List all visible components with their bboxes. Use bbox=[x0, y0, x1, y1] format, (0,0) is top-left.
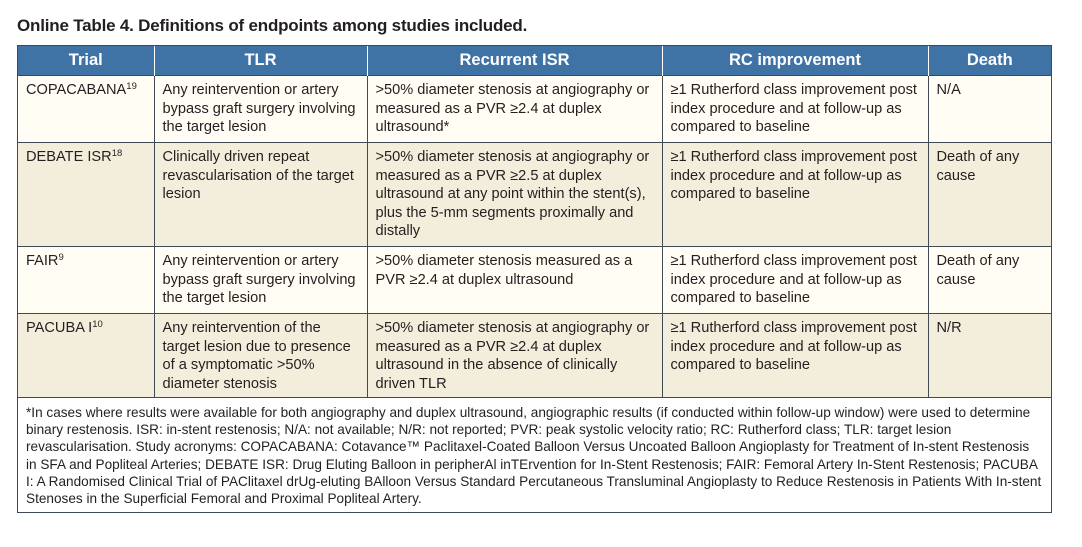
trial-cell bbox=[18, 314, 154, 398]
death-cell: Death of any cause bbox=[928, 143, 1051, 247]
rc-cell: ≥1 Rutherford class improvement post index procedure and at follow-up as compared to baseline bbox=[662, 143, 928, 247]
isr-cell: >50% diameter stenosis at angiography or measured as a PVR ≥2.5 at duplex ultrasound at any point within the stent(s), plus the 5-mm segments proximally and distally bbox=[367, 143, 662, 247]
table-row bbox=[18, 314, 1051, 398]
reference-number: 10 bbox=[92, 319, 103, 330]
endpoints-table bbox=[17, 45, 1052, 513]
trial-cell bbox=[18, 247, 154, 314]
trial-name: COPACABANA bbox=[26, 82, 127, 98]
isr-cell: >50% diameter stenosis measured as a PVR ≥2.4 at duplex ultrasound bbox=[367, 247, 662, 314]
column-header-tlr: TLR bbox=[154, 46, 367, 76]
trial-name: FAIR bbox=[26, 253, 59, 269]
rc-cell: ≥1 Rutherford class improvement post index procedure and at follow-up as compared to baseline bbox=[662, 247, 928, 314]
death-cell: Death of any cause bbox=[928, 247, 1051, 314]
column-header-recurrent-isr: Recurrent ISR bbox=[367, 46, 662, 76]
death-cell: N/R bbox=[928, 314, 1051, 398]
trial-cell bbox=[18, 76, 154, 143]
table-row bbox=[18, 76, 1051, 143]
reference-number: 9 bbox=[58, 252, 64, 263]
rc-cell: ≥1 Rutherford class improvement post index procedure and at follow-up as compared to baseline bbox=[662, 314, 928, 398]
trial-cell bbox=[18, 143, 154, 247]
tlr-cell: Clinically driven repeat revascularisation of the target lesion bbox=[154, 143, 367, 247]
tlr-cell: Any reintervention or artery bypass graft surgery involving the target lesion bbox=[154, 247, 367, 314]
table-row bbox=[18, 247, 1051, 314]
table-title: Online Table 4. Definitions of endpoints among studies included. bbox=[17, 16, 528, 35]
rc-cell: ≥1 Rutherford class improvement post index procedure and at follow-up as compared to baseline bbox=[662, 76, 928, 143]
isr-cell: >50% diameter stenosis at angiography or measured as a PVR ≥2.4 at duplex ultrasound in the absence of clinically driven TLR bbox=[367, 314, 662, 398]
reference-number: 19 bbox=[126, 81, 137, 92]
table-row bbox=[18, 143, 1051, 247]
column-header-death: Death bbox=[928, 46, 1051, 76]
column-header-rc-improvement: RC improvement bbox=[662, 46, 928, 76]
death-cell: N/A bbox=[928, 76, 1051, 143]
reference-number: 18 bbox=[111, 148, 123, 159]
column-header-trial: Trial bbox=[18, 46, 154, 76]
trial-name: PACUBA I bbox=[26, 320, 93, 336]
trial-name: DEBATE ISR bbox=[26, 149, 112, 165]
isr-cell: >50% diameter stenosis at angiography or measured as a PVR ≥2.4 at duplex ultrasound* bbox=[367, 76, 662, 143]
tlr-cell: Any reintervention of the target lesion due to presence of a symptomatic >50% diameter stenosis bbox=[154, 314, 367, 398]
header-row bbox=[18, 46, 1051, 76]
tlr-cell: Any reintervention or artery bypass graft surgery involving the target lesion bbox=[154, 76, 367, 143]
table-footnote: *In cases where results were available for both angiography and duplex ultrasound, angiographic results (if conducted within follow-up window) were used to determine binary restenosis. ISR: in-stent restenosis; N/A: not available; N/R: not reported; PVR: peak systolic velocity ratio; RC: Rutherford class; TLR: target lesion revascularisation. Study acronyms: COPACABANA: Cotavance™ Paclitaxel-Coated Balloon Versus Uncoated Balloon Angioplasty for Treatment of In-stent Restenosis in SFA and Popliteal Arteries; DEBATE ISR: Drug Eluting Balloon in peripherAl inTErvention for In-Stent Restenosis; FAIR: Femoral Artery In-Stent Restenosis; PACUBA I: A Randomised Clinical Trial of PAClitaxel drUg-eluting BAlloon Versus Standard Percutaneous Transluminal Angioplasty to Reduce Restenosis in Patients With In-stent Stenoses in the Superficial Femoral and Proximal Popliteal Artery. bbox=[18, 397, 1051, 512]
